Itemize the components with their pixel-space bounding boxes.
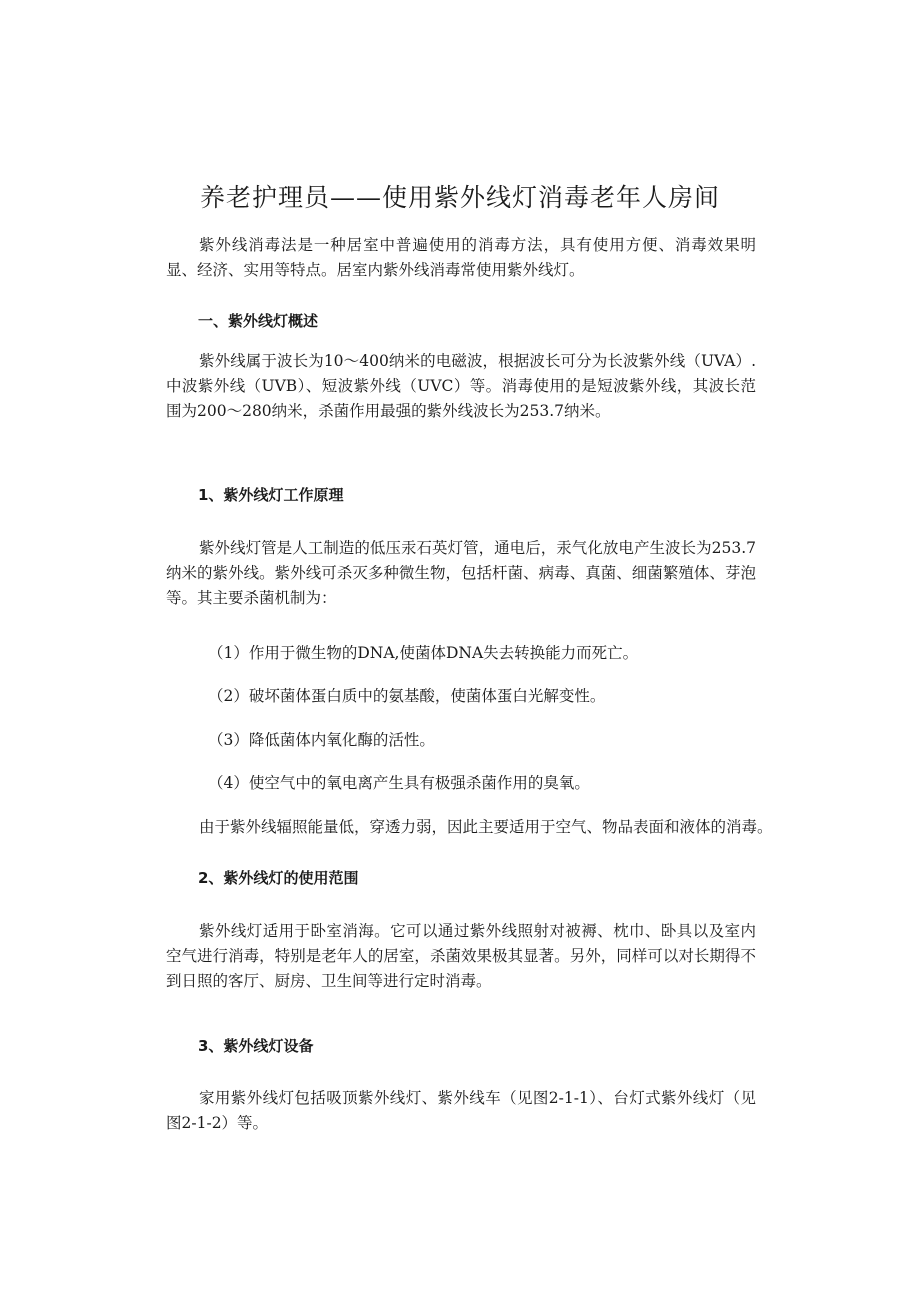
overview-paragraph: 紫外线属于波长为10～400纳米的电磁波，根据波长可分为长波紫外线（UVA）.中波紫外线（UVB）、短波紫外线（UVC）等。消毒使用的是短波紫外线，其波长范围为200～280纳米，杀菌作用最强的紫外线波长为253.7纳米。	[166, 352, 756, 420]
principle-paragraph: 紫外线灯管是人工制造的低压汞石英灯管，通电后，汞气化放电产生波长为253.7纳米的紫外线。紫外线可杀灭多种微生物，包括杆菌、病毒、真菌、细菌繁殖体、芽泡等。其主要杀菌机制为：	[166, 539, 756, 607]
mechanism-item-2: （2）破坏菌体蛋白质中的氨基酸，使菌体蛋白光解变性。	[208, 687, 606, 705]
mechanism-item-1: （1）作用于微生物的DNA,使菌体DNA失去转换能力而死亡。	[208, 644, 639, 662]
principle-heading: 1、紫外线灯工作原理	[198, 486, 344, 504]
mechanism-item-4: （4）使空气中的氧电离产生具有极强杀菌作用的臭氧。	[208, 774, 590, 792]
principle-conclusion: 由于紫外线辐照能量低，穿透力弱，因此主要适用于空气、物品表面和液体的消毒。	[199, 818, 773, 836]
intro-paragraph: 紫外线消毒法是一种居室中普遍使用的消毒方法，具有使用方便、消毒效果明显、经济、实用等特点。居室内紫外线消毒常使用紫外线灯。	[166, 236, 756, 279]
mechanism-item-3: （3）降低菌体内氧化酶的活性。	[208, 731, 435, 749]
equipment-paragraph: 家用紫外线灯包括吸顶紫外线灯、紫外线车（见图2-1-1）、台灯式紫外线灯（见图2-1-2）等。	[166, 1089, 756, 1132]
scope-paragraph: 紫外线灯适用于卧室消海。它可以通过紫外线照射对被褥、枕巾、卧具以及室内空气进行消毒，特别是老年人的居室，杀菌效果极其显著。另外，同样可以对长期得不到日照的客厅、厨房、卫生间等进行定时消毒。	[166, 922, 756, 990]
document-title: 养老护理员——使用紫外线灯消毒老年人房间	[199, 183, 720, 212]
equipment-heading: 3、紫外线灯设备	[198, 1037, 314, 1055]
overview-heading: 一、紫外线灯概述	[198, 312, 319, 330]
scope-heading: 2、紫外线灯的使用范围	[198, 869, 359, 887]
